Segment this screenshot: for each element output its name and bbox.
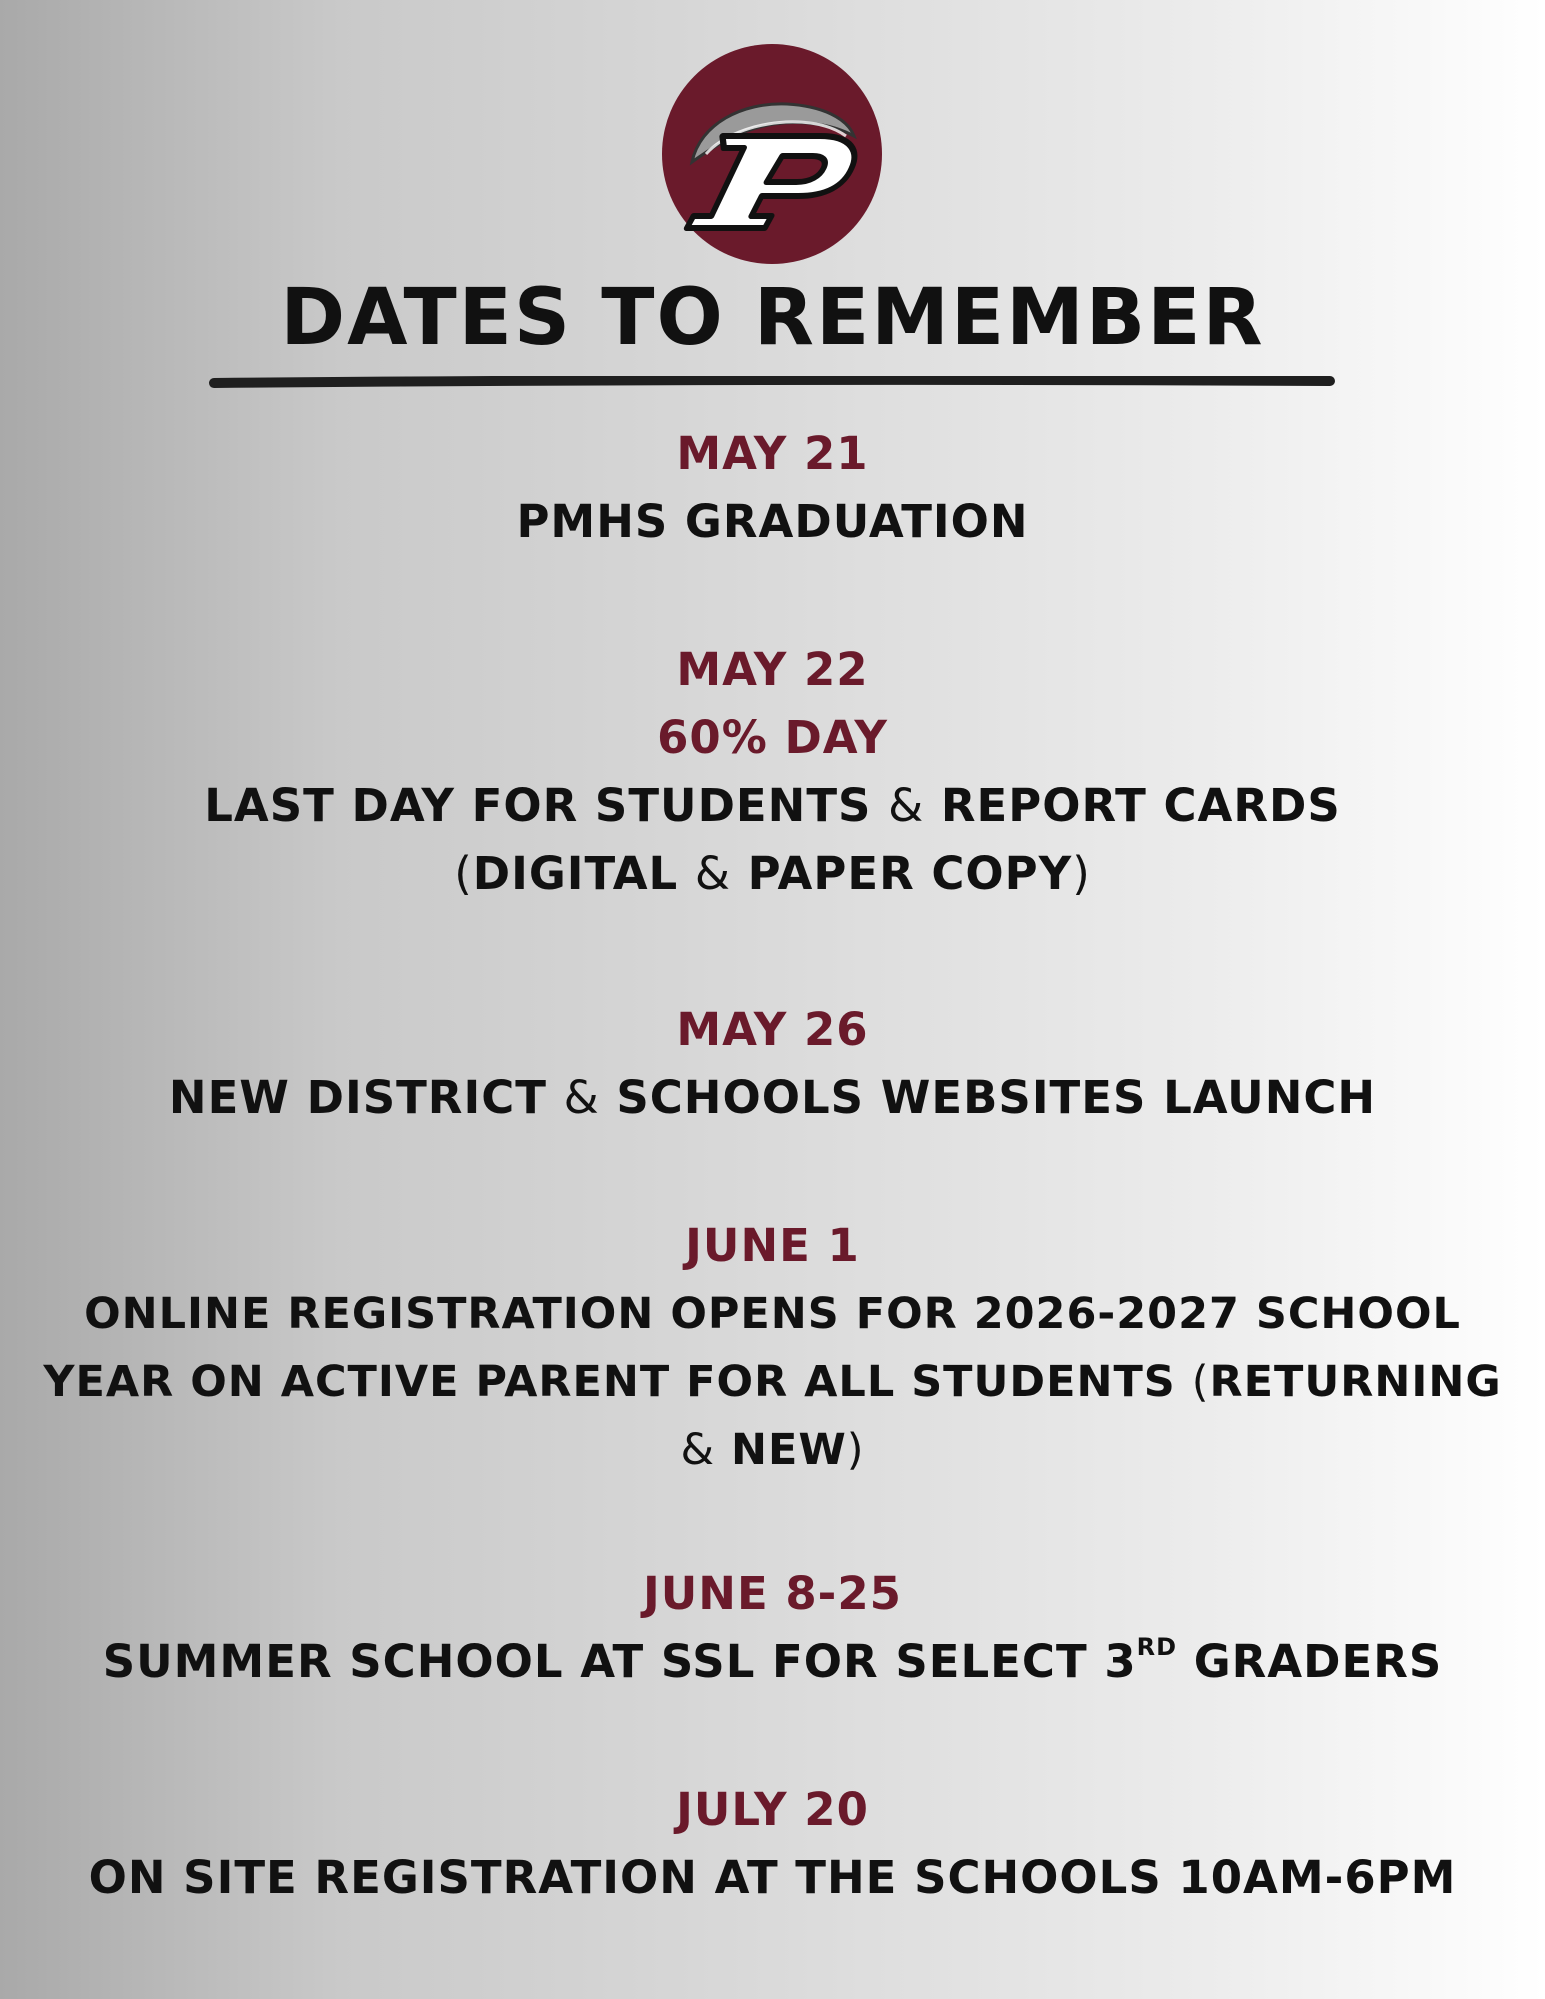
event-may-26 [0,996,1545,1132]
event-date: JUNE 8-25 [643,1567,902,1620]
event-may-22 [0,636,1545,908]
event-date: JULY 20 [676,1783,869,1836]
event-date: MAY 22 [676,643,869,696]
p-logo-icon [662,44,882,264]
event-description-line-2: (DIGITAL & PAPER COPY) [454,847,1091,900]
event-may-21 [0,420,1545,556]
event-description-line-1: LAST DAY FOR STUDENTS & REPORT CARDS [204,779,1341,832]
event-june-8-25 [0,1560,1545,1696]
event-description-line-3: & NEW) [680,1425,865,1475]
event-july-20 [0,1776,1545,1912]
event-subtitle: 60% DAY [657,711,888,764]
event-description: ON SITE REGISTRATION AT THE SCHOOLS 10AM-6PM [88,1851,1457,1904]
event-june-1 [0,1212,1545,1484]
event-description: SUMMER SCHOOL AT SSL FOR SELECT 3RD GRADERS [102,1633,1443,1688]
event-description-line-2: YEAR ON ACTIVE PARENT FOR ALL STUDENTS (RETURNING [43,1357,1502,1407]
school-logo [662,44,882,264]
event-description: NEW DISTRICT & SCHOOLS WEBSITES LAUNCH [168,1071,1377,1124]
event-description: PMHS GRADUATION [516,495,1029,548]
event-date: MAY 26 [676,1003,869,1056]
event-date: JUNE 1 [685,1219,860,1272]
title-divider [208,376,1336,388]
event-description-line-1: ONLINE REGISTRATION OPENS FOR 2026-2027 SCHOOL [84,1289,1461,1339]
page-title: DATES TO REMEMBER [280,273,1265,363]
event-date: MAY 21 [676,427,869,480]
